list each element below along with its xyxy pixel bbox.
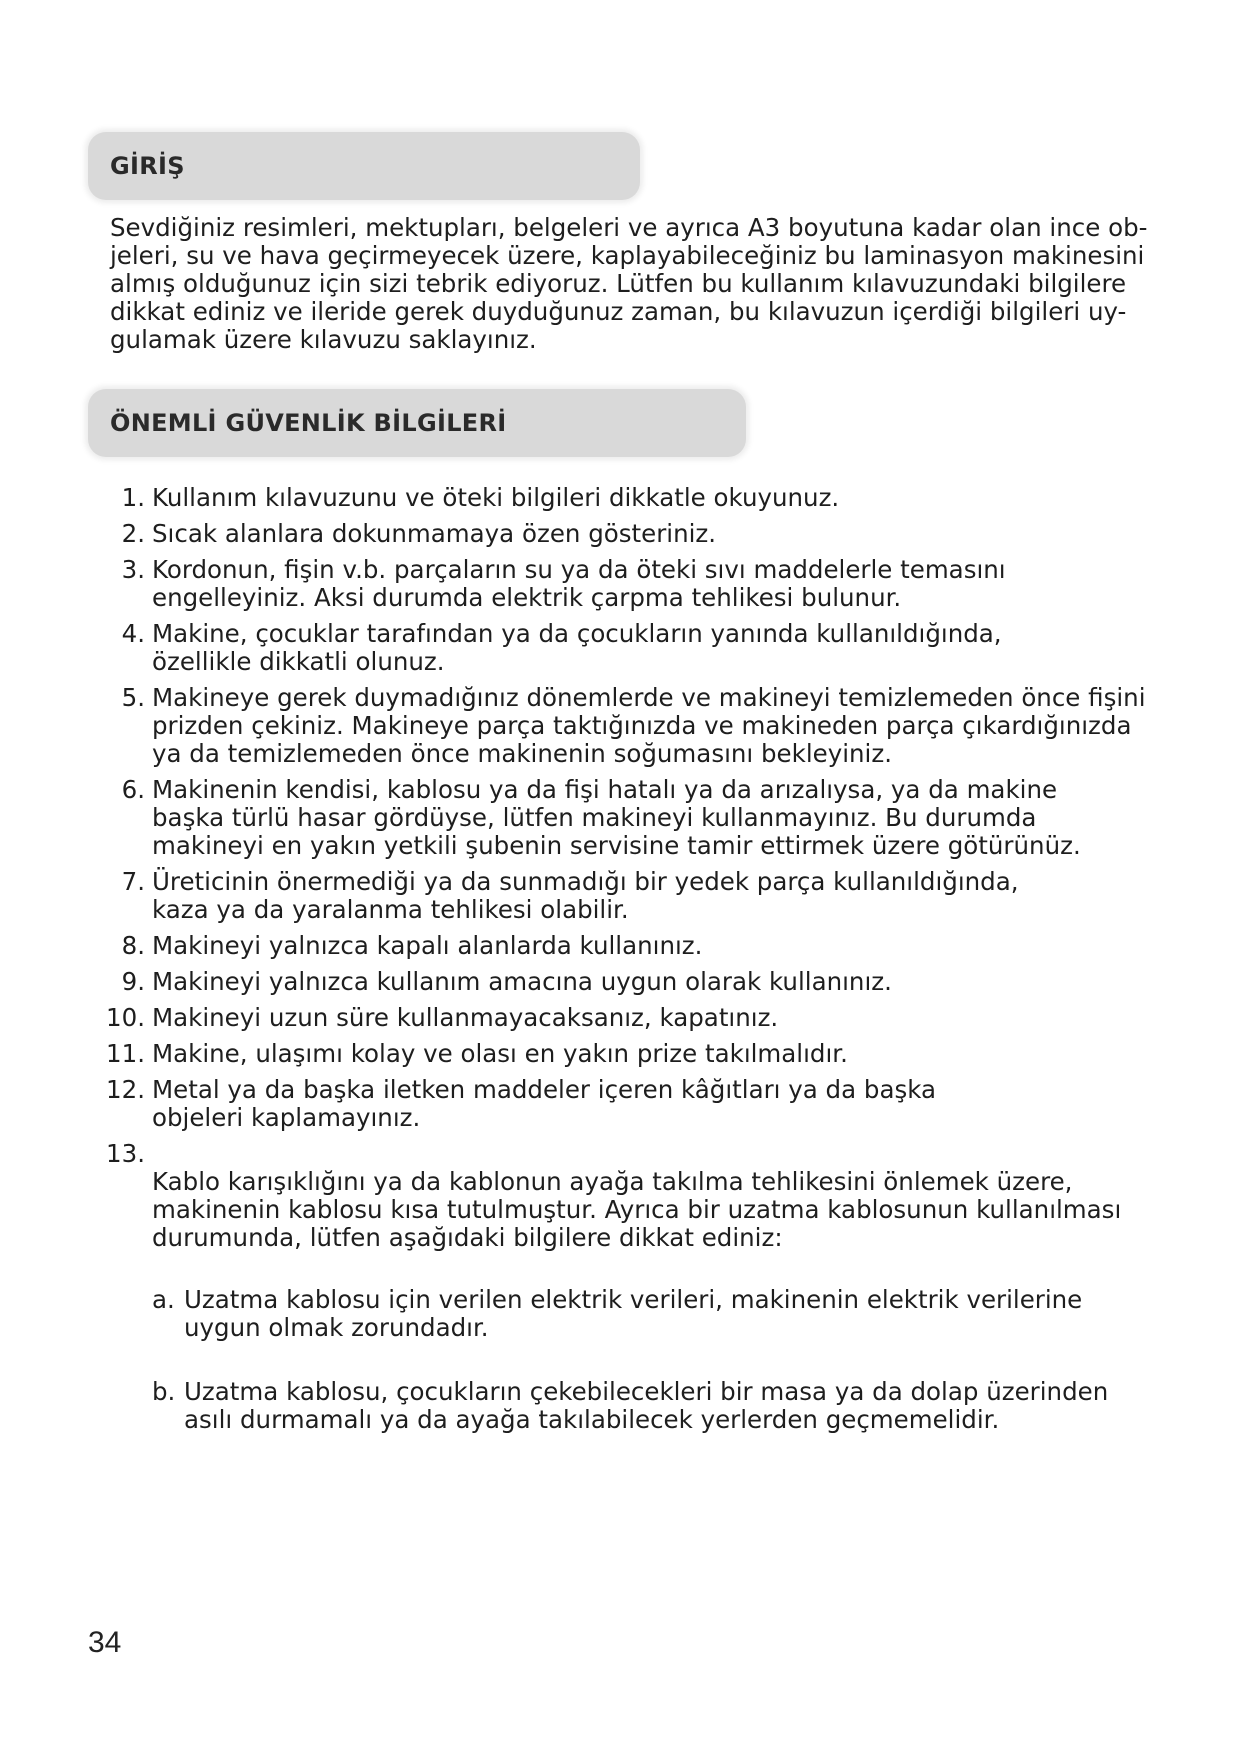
intro-section-title: GİRİŞ (110, 152, 185, 180)
extension-cord-sublist (152, 1258, 1180, 1470)
safety-section-title: ÖNEMLİ GÜVENLİK BİLGİLERİ (110, 409, 507, 437)
list-item (100, 868, 1180, 924)
list-item-number: 8. (121, 931, 145, 960)
list-item-text: Makineye gerek duymadığınız dönemlerde ve makineyi temizlemeden önce fişini prizden çekiniz. Makineye parça taktığınızda ve makineden parça çıkardığınızda ya da temizlemeden önce makinenin soğumasını bekleyiniz. (152, 683, 1146, 768)
list-item-number: 13. (106, 1139, 145, 1168)
list-item-number: 3. (121, 555, 145, 584)
list-item-number: 2. (121, 519, 145, 548)
sublist-item-text: Uzatma kablosu, çocukların çekebilecekleri bir masa ya da dolap üzerinden asılı durmamalı ya da ayağa takılabilecek yerlerden geçmemelidir. (184, 1377, 1109, 1434)
list-item (100, 776, 1180, 860)
list-item (100, 968, 1180, 996)
list-item-number: 12. (106, 1075, 145, 1104)
sublist-item (152, 1378, 1180, 1434)
list-item (100, 1076, 1180, 1132)
list-item-text: Metal ya da başka iletken maddeler içeren kâğıtları ya da başka objeleri kaplamayınız. (152, 1075, 937, 1132)
list-item-text: Makineyi yalnızca kapalı alanlarda kullanınız. (152, 931, 703, 960)
list-item-number: 11. (106, 1039, 145, 1068)
list-item (100, 932, 1180, 960)
list-item (100, 1140, 1180, 1498)
safety-section-header (88, 389, 746, 457)
intro-paragraph: Sevdiğiniz resimleri, mektupları, belgeleri ve ayrıca A3 boyutuna kadar olan ince ob- jeleri, su ve hava geçirmeyecek üzere, kaplayabileceğiniz bu laminasyon makinesini almış olduğunuz için sizi tebrik ediyoruz. Lütfen bu kullanım kılavuzundaki bilgilere dikkat ediniz ve ileride gerek duyduğunuz zaman, bu kılavuzun içerdiği bilgileri uy- gulamak üzere kılavuzu saklayınız. (110, 213, 1148, 354)
list-item-number: 1. (121, 483, 145, 512)
list-item-number: 10. (106, 1003, 145, 1032)
list-item-text: Sıcak alanlara dokunmamaya özen gösteriniz. (152, 519, 717, 548)
list-item (100, 620, 1180, 676)
list-item-text: Kablo karışıklığını ya da kablonun ayağa takılma tehlikesini önlemek üzere, makinenin kablosu kısa tutulmuştur. Ayrıca bir uzatma kablosunun kullanılması durumunda, lütfen aşağıdaki bilgilere dikkat ediniz: (152, 1167, 1122, 1252)
list-item (100, 1004, 1180, 1032)
list-item-number: 6. (121, 775, 145, 804)
list-item-text: Makine, çocuklar tarafından ya da çocukların yanında kullanıldığında, özellikle dikkatli olunuz. (152, 619, 1002, 676)
list-item-text: Kordonun, fişin v.b. parçaların su ya da öteki sıvı maddelerle temasını engelleyiniz. Aksi durumda elektrik çarpma tehlikesi bulunur. (152, 555, 1006, 612)
safety-list (100, 484, 1180, 1506)
sublist-item-letter: a. (152, 1285, 175, 1314)
list-item (100, 1040, 1180, 1068)
list-item (100, 556, 1180, 612)
sublist-item-letter: b. (152, 1377, 176, 1406)
sublist-item (152, 1286, 1180, 1342)
sublist-item-text: Uzatma kablosu için verilen elektrik verileri, makinenin elektrik verilerine uygun olmak zorundadır. (184, 1285, 1083, 1342)
list-item-text: Makineyi yalnızca kullanım amacına uygun olarak kullanınız. (152, 967, 892, 996)
list-item-text: Makine, ulaşımı kolay ve olası en yakın prize takılmalıdır. (152, 1039, 848, 1068)
list-item-text: Makineyi uzun süre kullanmayacaksanız, kapatınız. (152, 1003, 779, 1032)
intro-section-header (88, 132, 640, 200)
list-item-number: 7. (121, 867, 145, 896)
list-item-number: 4. (121, 619, 145, 648)
list-item (100, 684, 1180, 768)
list-item-number: 5. (121, 683, 145, 712)
list-item-text: Makinenin kendisi, kablosu ya da fişi hatalı ya da arızalıysa, ya da makine başka türlü hasar gördüyse, lütfen makineyi kullanmayınız. Bu durumda makineyi en yakın yetkili şubenin servisine tamir ettirmek üzere götürünüz. (152, 775, 1081, 860)
list-item (100, 484, 1180, 512)
list-item (100, 520, 1180, 548)
list-item-text: Kullanım kılavuzunu ve öteki bilgileri dikkatle okuyunuz. (152, 483, 840, 512)
list-item-number: 9. (121, 967, 145, 996)
page-number: 34 (88, 1626, 122, 1659)
list-item-text: Üreticinin önermediği ya da sunmadığı bir yedek parça kullanıldığında, kaza ya da yaralanma tehlikesi olabilir. (152, 867, 1019, 924)
